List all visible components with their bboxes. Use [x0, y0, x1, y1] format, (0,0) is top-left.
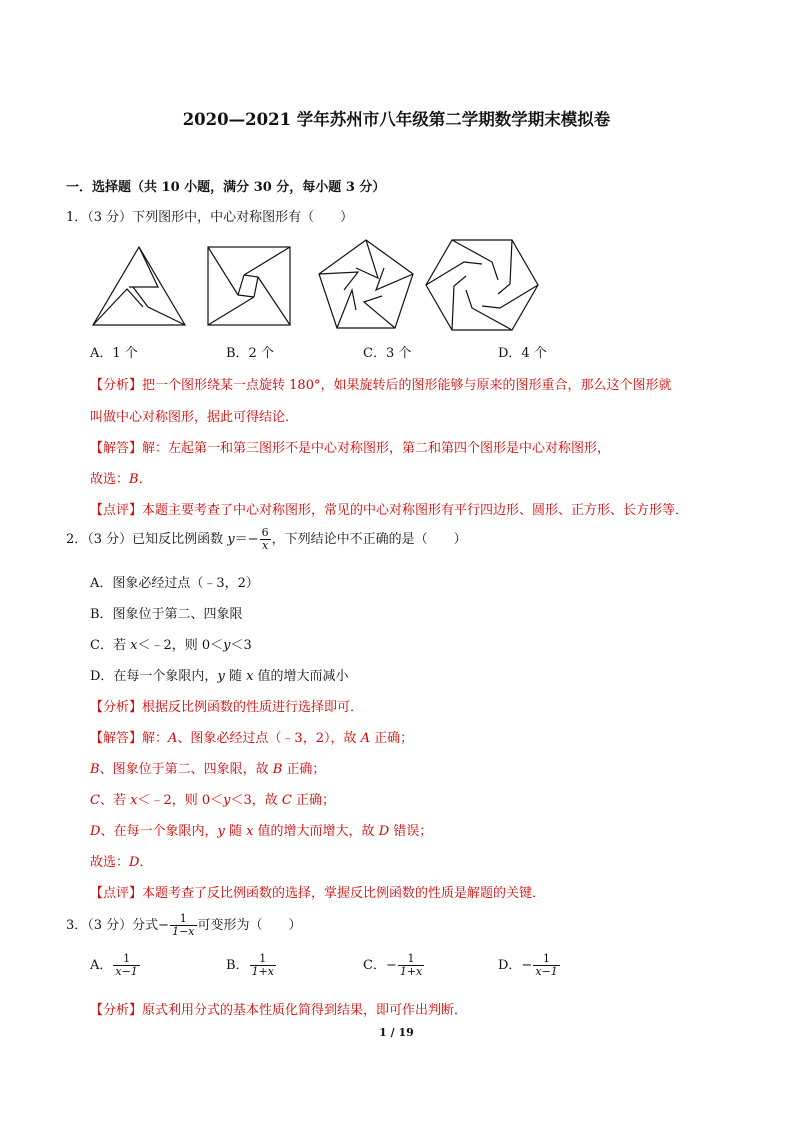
page-title: 2020—2021 学年苏州市八年级第二学期数学期末模拟卷 [182, 110, 611, 129]
q2-answer: 【解答】解：A、图象必经过点（﹣3，2），故 A 正确； [90, 731, 414, 746]
q3-stem: 3．（3 分）分式− $\frac{1}{1-x}$ 可变形为（ ） [66, 912, 302, 938]
q3-option-a: A． $\frac{1}{x-1}$ [90, 952, 138, 978]
q2-answer-c: C、若 x＜﹣2，则 0＜y＜3，故 C 正确； [90, 793, 335, 808]
q1-stem: 1．（3 分）下列图形中，中心对称图形有（ ） [66, 210, 354, 225]
q3-option-b: B． $\frac{1}{1+x}$ [226, 952, 274, 978]
q1-option-c: C．3 个 [363, 346, 412, 361]
q3-option-c: C．− $\frac{1}{1+x}$ [363, 952, 423, 978]
q1-choice: 故选：B． [90, 472, 152, 487]
figure-triangle-pinwheel [93, 247, 188, 327]
q2-option-a: A．图象必经过点（﹣3，2） [90, 576, 259, 591]
q2-option-c: C．若 x＜﹣2，则 0＜y＜3 [90, 638, 252, 653]
q2-stem: 2．（3 分）已知反比例函数 y＝− $\frac{6}{x}$ ，下列结论中不正确的是（ ） [66, 526, 467, 552]
q2-answer-d: D、在每一个象限内，y 随 x 值的增大而增大，故 D 错误； [90, 824, 433, 839]
q1-answer: 【解答】解：左起第一和第三图形不是中心对称图形，第二和第四个图形是中心对称图形， [90, 441, 611, 456]
q2-option-b: B．图象位于第二、四象限 [90, 607, 243, 622]
section-heading: 一．选择题（共 10 小题，满分 30 分，每小题 3 分） [66, 180, 386, 195]
q1-comment: 【点评】本题主要考查了中心对称图形，常见的中心对称图形有平行四边形、圆形、正方形、长方形等． [90, 503, 689, 518]
q1-analysis-cont: 叫做中心对称图形，据此可得结论． [90, 410, 299, 425]
q1-option-a: A．1 个 [90, 346, 138, 361]
q2-analysis: 【分析】根据反比例函数的性质进行选择即可． [90, 700, 364, 715]
figure-pentagon-pinwheel [316, 240, 416, 330]
q3-option-d: D．− $\frac{1}{x-1}$ [498, 952, 558, 978]
q3-analysis: 【分析】原式利用分式的基本性质化简得到结果，即可作出判断． [90, 1003, 468, 1018]
page-number: 1 / 19 [379, 1026, 414, 1039]
q1-option-d: D．4 个 [498, 346, 547, 361]
figure-hexagon-pinwheel [426, 240, 541, 332]
q2-comment: 【点评】本题考查了反比例函数的选择，掌握反比例函数的性质是解题的关键． [90, 886, 546, 901]
q2-option-d: D．在每一个象限内，y 随 x 值的增大而减小 [90, 669, 349, 684]
q1-option-b: B．2 个 [226, 346, 274, 361]
q2-answer-b: B、图象位于第二、四象限，故 B 正确； [90, 762, 326, 777]
q2-choice: 故选：D． [90, 855, 153, 870]
q1-analysis: 【分析】把一个图形绕某一点旋转 180°，如果旋转后的图形能够与原来的图形重合，那么这个图形就 [90, 378, 672, 393]
figure-square-pinwheel [208, 247, 293, 327]
